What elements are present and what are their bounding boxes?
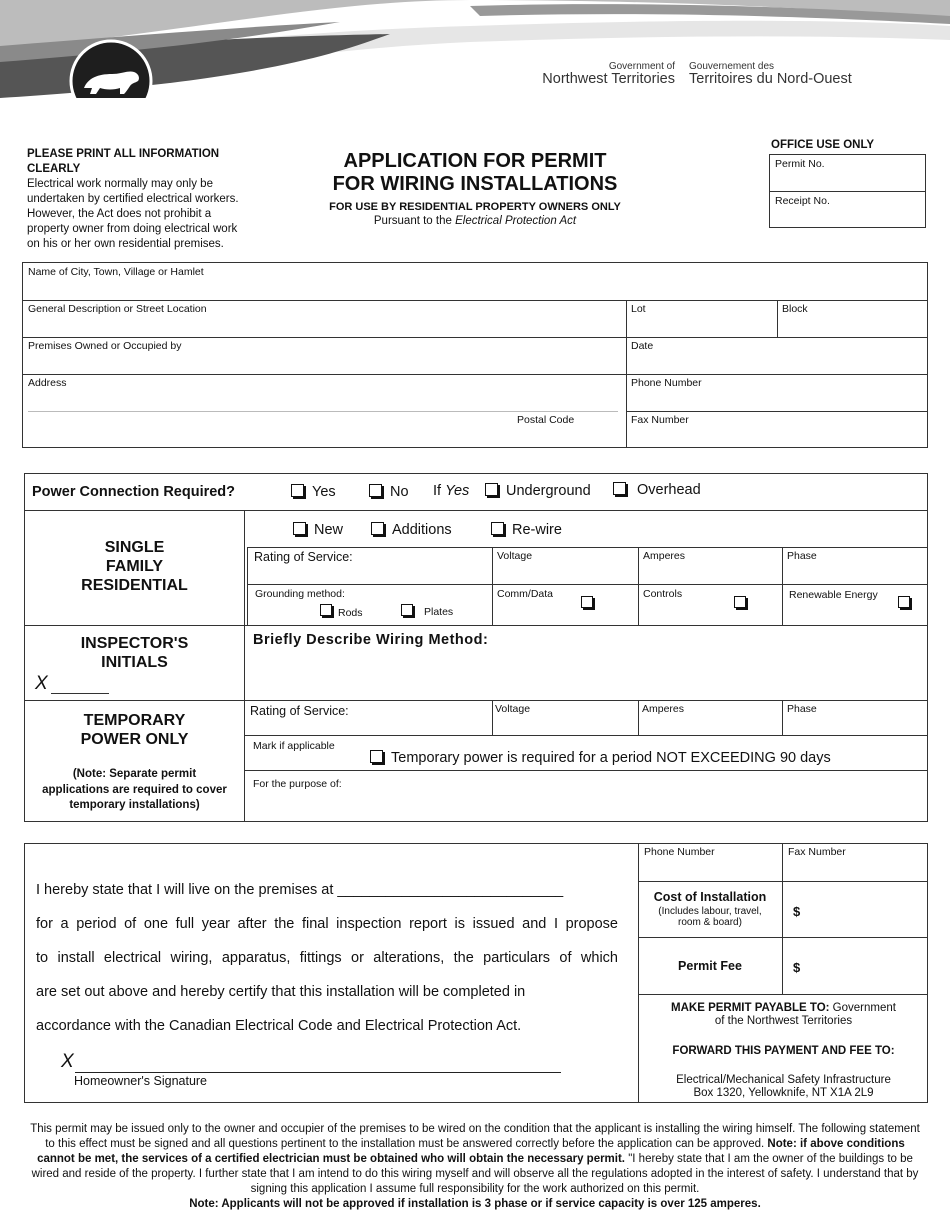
gov-en-small: Government of — [608, 61, 675, 72]
no-label: No — [390, 484, 409, 500]
power-no-option[interactable] — [369, 484, 409, 500]
inspector-x-mark: X — [35, 673, 48, 694]
signature-line[interactable] — [75, 1072, 561, 1073]
address-field[interactable]: Address — [28, 377, 67, 389]
gov-fr-small: Gouvernement des — [689, 61, 775, 72]
temp-voltage-field[interactable]: Voltage — [495, 703, 531, 715]
declaration-text — [36, 873, 618, 1043]
temporary-note-3: temporary installations) — [69, 799, 200, 811]
intro-block — [27, 147, 287, 252]
overhead-label: Overhead — [637, 482, 701, 498]
location-section — [22, 262, 928, 448]
single-title-3: RESIDENTIAL — [81, 577, 188, 594]
print-heading-2: CLEARLY — [27, 163, 81, 175]
mark-applicable-label: Mark if applicable — [253, 740, 335, 752]
office-use-box — [769, 154, 926, 228]
new-label: New — [314, 522, 344, 538]
inspector-title — [25, 634, 244, 672]
gov-name-en — [542, 61, 675, 87]
comm-data-checkbox[interactable] — [581, 596, 593, 608]
single-phase-field[interactable]: Phase — [787, 550, 817, 562]
permit-fee-field[interactable]: $ — [793, 960, 801, 975]
street-location-field[interactable]: General Description or Street Location — [28, 303, 207, 315]
temporary-note-1: (Note: Separate permit — [72, 768, 197, 780]
form-subtitle: FOR USE BY RESIDENTIAL PROPERTY OWNERS ONLY — [329, 201, 621, 213]
temp-rating-field[interactable]: Rating of Service: — [250, 704, 349, 718]
temporary-title-2: POWER ONLY — [80, 731, 189, 748]
single-title-1: SINGLE — [104, 539, 165, 556]
cost-note-2: room & board) — [678, 917, 742, 928]
new-option[interactable] — [293, 522, 343, 538]
gov-en-large: Northwest Territories — [542, 71, 675, 87]
signature-x-mark: X — [61, 1051, 74, 1072]
footer-p3-bold: Note: Applicants will not be approved if installation is 3 phase or if service capacity is over 125 amperes. — [189, 1198, 761, 1210]
checkbox-icon[interactable] — [485, 483, 498, 496]
intro-line: undertaken by certified electrical workers. — [27, 193, 239, 205]
temporary-90-days-option[interactable] — [370, 750, 831, 766]
date-field[interactable]: Date — [631, 340, 654, 352]
decl-fax-field[interactable]: Fax Number — [788, 846, 846, 858]
grounding-label: Grounding method: — [255, 588, 345, 600]
postal-code-field[interactable]: Postal Code — [517, 414, 575, 426]
payable-rest: Government — [829, 1002, 896, 1014]
intro-line: on his or her own residential premises. — [27, 238, 224, 250]
block-field[interactable]: Block — [782, 303, 808, 315]
intro-line: However, the Act does not prohibit a — [27, 208, 212, 220]
signature-label: Homeowner's Signature — [74, 1074, 208, 1088]
purpose-field[interactable]: For the purpose of: — [253, 778, 342, 790]
cost-note-1: (Includes labour, travel, — [658, 906, 762, 917]
footer-notes — [30, 1122, 920, 1212]
yes-label: Yes — [312, 484, 336, 500]
intro-line: property owner from doing electrical work — [27, 223, 238, 235]
cost-of-installation — [638, 890, 782, 928]
gov-name-fr — [689, 61, 852, 87]
declaration-line: to install electrical wiring, apparatus, fittings or alterations, the particulars of which — [36, 950, 618, 966]
checkbox-icon[interactable] — [369, 484, 382, 497]
power-connection-row — [32, 484, 922, 500]
if-prefix: If — [433, 483, 446, 499]
declaration-line: I hereby state that I will live on the premises at ____________________________ — [36, 882, 564, 898]
declaration-line: accordance with the Canadian Electrical Code and Electrical Protection Act. — [36, 1018, 522, 1034]
wiring-method-field[interactable]: Briefly Describe Wiring Method: — [253, 632, 489, 648]
office-use-heading: OFFICE USE ONLY — [771, 139, 875, 151]
cost-title: Cost of Installation — [653, 890, 767, 904]
temporary-note-2: applications are required to cover — [42, 783, 227, 796]
title-line-2: FOR WIRING INSTALLATIONS — [332, 173, 618, 195]
declaration-section — [24, 843, 928, 1103]
pursuant-line — [290, 215, 660, 227]
footer-p1: This permit may be issued only to the owner and occupier of the premises to be wired on the condition that the applicant is installing the wiring himself. The following statement to this effect must be signed and all questions pertinent to the installation must be answered correctly before the application can be approved. — [30, 1123, 920, 1150]
checkbox-icon[interactable] — [293, 522, 306, 535]
rods-label: Rods — [338, 607, 363, 619]
city-field[interactable]: Name of City, Town, Village or Hamlet — [28, 266, 204, 278]
additions-label: Additions — [392, 522, 452, 538]
fax-field[interactable]: Fax Number — [631, 414, 689, 426]
underground-option[interactable] — [485, 483, 591, 499]
lot-field[interactable]: Lot — [631, 303, 646, 315]
footer-p2: "I hereby state that I am the owner of the buildings to be wired and reside of the property. I further state that I am intend to do this wiring myself and will observe all the regulations adopted in the interest of safety. I understand that by signing this application I assume full responsibility for the work authorized on this permit. — [31, 1153, 919, 1195]
cost-amount-field[interactable]: $ — [793, 904, 801, 919]
declaration-line: are set out above and hereby certify that this installation will be completed in — [36, 984, 526, 1000]
controls-label: Controls — [643, 588, 683, 600]
checkbox-icon[interactable] — [370, 750, 383, 763]
temporary-title — [25, 711, 244, 749]
controls-checkbox[interactable] — [734, 596, 746, 608]
permit-fee-label: Permit Fee — [678, 959, 742, 973]
rewire-label: Re-wire — [512, 522, 562, 538]
single-amperes-field[interactable]: Amperes — [643, 550, 686, 562]
pursuant-act: Electrical Protection Act — [455, 215, 577, 227]
phone-field[interactable]: Phone Number — [631, 377, 702, 389]
plates-checkbox[interactable] — [401, 604, 413, 616]
renewable-label: Renewable Energy — [789, 589, 878, 601]
if-yes: Yes — [445, 483, 470, 499]
gnwt-bear-logo — [68, 36, 154, 98]
intro-line: Electrical work normally may only be — [27, 178, 213, 190]
rewire-option[interactable] — [491, 522, 562, 538]
single-title-2: FAMILY — [105, 558, 164, 575]
temp-phase-field[interactable]: Phase — [787, 703, 817, 715]
payment-info — [638, 1002, 929, 1100]
power-yes-option[interactable] — [291, 484, 336, 500]
if-yes-label — [433, 483, 469, 499]
comm-data-label: Comm/Data — [497, 588, 554, 600]
wiring-section — [24, 473, 928, 822]
payable-line-1 — [638, 1002, 929, 1015]
plates-label: Plates — [424, 606, 454, 618]
footer-p1-bold: Note: if above conditions cannot be met, the services of a certified electrician must be obtained who will obtain the necessary permit. — [37, 1138, 905, 1165]
pursuant-prefix: Pursuant to the — [373, 215, 456, 227]
overhead-option[interactable] — [613, 482, 701, 498]
receipt-no-label: Receipt No. — [775, 195, 830, 207]
inspector-title-1: INSPECTOR'S — [80, 635, 189, 652]
checkbox-icon[interactable] — [371, 522, 384, 535]
checkbox-icon[interactable] — [491, 522, 504, 535]
decl-phone-field[interactable]: Phone Number — [644, 846, 715, 858]
renewable-checkbox[interactable] — [898, 596, 910, 608]
address-line-2: Box 1320, Yellowknife, NT X1A 2L9 — [693, 1087, 874, 1099]
owner-field[interactable]: Premises Owned or Occupied by — [28, 340, 182, 352]
declaration-line: for a period of one full year after the final inspection report is issued and I propose — [36, 916, 618, 932]
address-line-1: Electrical/Mechanical Safety Infrastructure — [676, 1074, 891, 1086]
print-heading-1: PLEASE PRINT ALL INFORMATION — [27, 148, 220, 160]
payable-bold: MAKE PERMIT PAYABLE TO: — [671, 1002, 830, 1014]
single-voltage-field[interactable]: Voltage — [497, 550, 533, 562]
gov-fr-large: Territoires du Nord-Ouest — [689, 71, 852, 87]
permit-no-label: Permit No. — [775, 158, 825, 170]
temp-amperes-field[interactable]: Amperes — [642, 703, 685, 715]
power-question: Power Connection Required? — [32, 484, 236, 500]
checkbox-icon[interactable] — [291, 484, 304, 497]
forward-heading: FORWARD THIS PAYMENT AND FEE TO: — [672, 1045, 895, 1057]
form-title — [290, 150, 660, 227]
checkbox-icon[interactable] — [613, 482, 626, 495]
temporary-title-1: TEMPORARY — [83, 712, 186, 729]
inspector-title-2: INITIALS — [101, 654, 168, 671]
single-family-title — [25, 538, 244, 595]
single-rating-field[interactable]: Rating of Service: — [254, 550, 353, 564]
temporary-note — [25, 767, 244, 814]
payable-line-2: of the Northwest Territories — [714, 1015, 853, 1027]
underground-label: Underground — [506, 483, 591, 499]
additions-option[interactable] — [371, 522, 452, 538]
temporary-90-days-label: Temporary power is required for a period NOT EXCEEDING 90 days — [391, 750, 831, 766]
inspector-initials-line[interactable] — [51, 693, 109, 694]
title-line-1: APPLICATION FOR PERMIT — [343, 150, 607, 172]
rods-checkbox[interactable] — [320, 604, 332, 616]
